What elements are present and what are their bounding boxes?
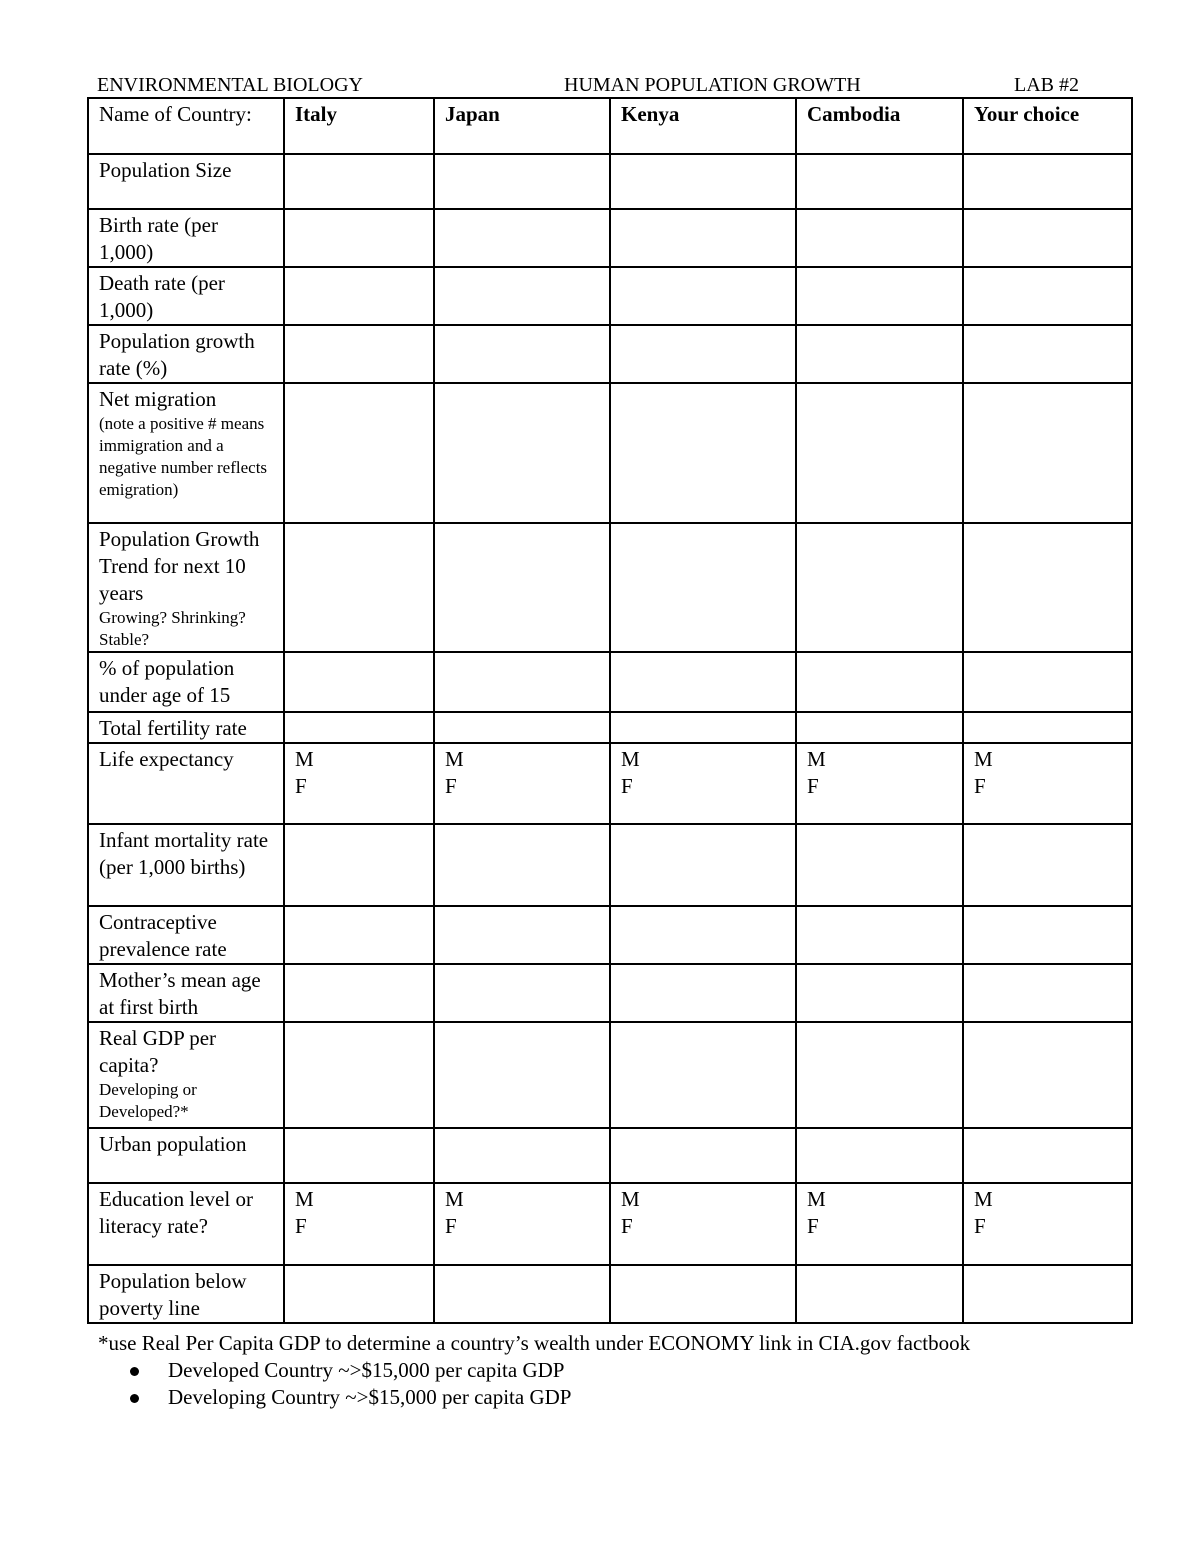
country-header: Italy: [284, 98, 434, 154]
female-label: F: [974, 774, 986, 798]
answer-cell[interactable]: [610, 1022, 796, 1128]
answer-cell[interactable]: [796, 1022, 963, 1128]
table-row: [88, 743, 1132, 824]
answer-cell[interactable]: [610, 1265, 796, 1323]
row-note: Growing? Shrinking? Stable?: [99, 608, 246, 649]
list-item: [168, 1384, 1158, 1411]
answer-cell[interactable]: [796, 712, 963, 743]
male-label: M: [295, 1187, 314, 1211]
row-label-text: Net migration: [99, 387, 217, 411]
row-label: Life expectancy: [88, 743, 284, 824]
male-label: M: [974, 747, 993, 771]
answer-cell[interactable]: [796, 652, 963, 712]
answer-cell[interactable]: [963, 1265, 1132, 1323]
row-note: Developing or Developed?*: [99, 1080, 197, 1121]
answer-cell[interactable]: [284, 154, 434, 209]
lab-number: LAB #2: [1014, 74, 1079, 96]
answer-cell[interactable]: [963, 906, 1132, 964]
country-header: Japan: [434, 98, 610, 154]
answer-cell[interactable]: [284, 743, 434, 824]
male-label: M: [621, 1187, 640, 1211]
answer-cell[interactable]: [963, 712, 1132, 743]
answer-cell[interactable]: [434, 267, 610, 325]
answer-cell[interactable]: [434, 1128, 610, 1183]
answer-cell[interactable]: [284, 1265, 434, 1323]
footnote: *use Real Per Capita GDP to determine a country’s wealth under ECONOMY link in CIA.gov factbook: [98, 1331, 971, 1355]
answer-cell[interactable]: [963, 1022, 1132, 1128]
table-row: [88, 325, 1132, 383]
female-label: F: [445, 1214, 457, 1238]
table-row: [88, 906, 1132, 964]
bullet-list: [98, 1357, 1158, 1411]
table-row: [88, 154, 1132, 209]
answer-cell[interactable]: [963, 325, 1132, 383]
female-label: F: [621, 1214, 633, 1238]
answer-cell[interactable]: [284, 523, 434, 652]
row-label: Mother’s mean age at first birth: [88, 964, 284, 1022]
bullet-dot: [130, 1394, 139, 1403]
answer-cell[interactable]: [284, 209, 434, 267]
female-label: F: [807, 774, 819, 798]
row-label-text: Population Growth Trend for next 10 years: [99, 527, 260, 605]
answer-cell[interactable]: [610, 1183, 796, 1265]
answer-cell[interactable]: [610, 824, 796, 906]
bullet-text: Developing Country ~>$15,000 per capita GDP: [168, 1385, 572, 1409]
row-label: Total fertility rate: [88, 712, 284, 743]
table-row: [88, 964, 1132, 1022]
list-item: [168, 1357, 1158, 1384]
answer-cell[interactable]: [610, 906, 796, 964]
row-label: Population growth rate (%): [88, 325, 284, 383]
answer-cell[interactable]: [284, 964, 434, 1022]
table-row: [88, 824, 1132, 906]
table-row: [88, 1128, 1132, 1183]
answer-cell[interactable]: [796, 1128, 963, 1183]
answer-cell[interactable]: [963, 964, 1132, 1022]
answer-cell[interactable]: [963, 743, 1132, 824]
answer-cell[interactable]: [963, 523, 1132, 652]
row-label: Infant mortality rate (per 1,000 births): [88, 824, 284, 906]
answer-cell[interactable]: [963, 267, 1132, 325]
answer-cell[interactable]: [284, 267, 434, 325]
answer-cell[interactable]: [610, 154, 796, 209]
female-label: F: [621, 774, 633, 798]
answer-cell[interactable]: [796, 1183, 963, 1265]
female-label: F: [807, 1214, 819, 1238]
bullet-dot: [130, 1367, 139, 1376]
answer-cell[interactable]: [963, 154, 1132, 209]
answer-cell[interactable]: [796, 154, 963, 209]
table-row: [88, 1183, 1132, 1265]
answer-cell[interactable]: [284, 1022, 434, 1128]
male-label: M: [621, 747, 640, 771]
row-label: Death rate (per 1,000): [88, 267, 284, 325]
answer-cell[interactable]: [284, 325, 434, 383]
answer-cell[interactable]: [434, 652, 610, 712]
answer-cell[interactable]: [796, 824, 963, 906]
table-header-row: [88, 98, 1132, 154]
row-label: Education level or literacy rate?: [88, 1183, 284, 1265]
answer-cell[interactable]: [610, 712, 796, 743]
table-row: [88, 383, 1132, 523]
answer-cell[interactable]: [963, 1183, 1132, 1265]
row-label-text: Real GDP per capita?: [99, 1026, 217, 1077]
female-label: F: [974, 1214, 986, 1238]
male-label: M: [807, 1187, 826, 1211]
male-label: M: [445, 747, 464, 771]
male-label: M: [807, 747, 826, 771]
answer-cell[interactable]: [434, 1183, 610, 1265]
answer-cell[interactable]: [796, 964, 963, 1022]
row-label: [88, 523, 284, 652]
answer-cell[interactable]: [796, 209, 963, 267]
row-label: Contraceptive prevalence rate: [88, 906, 284, 964]
male-label: M: [295, 747, 314, 771]
answer-cell[interactable]: [963, 209, 1132, 267]
male-label: M: [974, 1187, 993, 1211]
country-header: Cambodia: [796, 98, 963, 154]
answer-cell[interactable]: [434, 1265, 610, 1323]
answer-cell[interactable]: [796, 906, 963, 964]
answer-cell[interactable]: [963, 1128, 1132, 1183]
answer-cell[interactable]: [610, 383, 796, 523]
answer-cell[interactable]: [610, 652, 796, 712]
answer-cell[interactable]: [610, 325, 796, 383]
answer-cell[interactable]: [610, 267, 796, 325]
answer-cell[interactable]: [434, 523, 610, 652]
worksheet-table: [87, 97, 1133, 1324]
table-row: [88, 523, 1132, 652]
answer-cell[interactable]: [434, 325, 610, 383]
answer-cell[interactable]: [284, 383, 434, 523]
country-header: Your choice: [963, 98, 1132, 154]
answer-cell[interactable]: [963, 652, 1132, 712]
female-label: F: [295, 774, 307, 798]
row-label: [88, 383, 284, 523]
answer-cell[interactable]: [610, 523, 796, 652]
table-row: [88, 209, 1132, 267]
answer-cell[interactable]: [796, 1265, 963, 1323]
answer-cell[interactable]: [434, 906, 610, 964]
answer-cell[interactable]: [963, 383, 1132, 523]
male-label: M: [445, 1187, 464, 1211]
answer-cell[interactable]: [610, 209, 796, 267]
answer-cell[interactable]: [284, 906, 434, 964]
answer-cell[interactable]: [284, 712, 434, 743]
answer-cell[interactable]: [610, 743, 796, 824]
answer-cell[interactable]: [434, 383, 610, 523]
bullet-text: Developed Country ~>$15,000 per capita GDP: [168, 1358, 565, 1382]
table-row: [88, 1022, 1132, 1128]
female-label: F: [295, 1214, 307, 1238]
answer-cell[interactable]: [434, 1022, 610, 1128]
table-row: [88, 712, 1132, 743]
answer-cell[interactable]: [434, 712, 610, 743]
answer-cell[interactable]: [796, 383, 963, 523]
corner-label: Name of Country:: [88, 98, 284, 154]
row-label: Population Size: [88, 154, 284, 209]
table-row: [88, 652, 1132, 712]
answer-cell[interactable]: [796, 523, 963, 652]
answer-cell[interactable]: [434, 743, 610, 824]
row-label: [88, 1022, 284, 1128]
answer-cell[interactable]: [796, 325, 963, 383]
country-header: Kenya: [610, 98, 796, 154]
answer-cell[interactable]: [434, 154, 610, 209]
answer-cell[interactable]: [610, 1128, 796, 1183]
answer-cell[interactable]: [284, 1183, 434, 1265]
course-title: ENVIRONMENTAL BIOLOGY: [97, 74, 363, 96]
row-label: Urban population: [88, 1128, 284, 1183]
answer-cell[interactable]: [796, 267, 963, 325]
row-note: (note a positive # means immigration and a negative number reflects emigration): [99, 414, 268, 499]
answer-cell[interactable]: [284, 652, 434, 712]
row-label: Population below poverty line: [88, 1265, 284, 1323]
lab-title: HUMAN POPULATION GROWTH: [564, 74, 861, 96]
answer-cell[interactable]: [434, 964, 610, 1022]
row-label: % of population under age of 15: [88, 652, 284, 712]
answer-cell[interactable]: [284, 1128, 434, 1183]
answer-cell[interactable]: [434, 824, 610, 906]
table-row: [88, 267, 1132, 325]
answer-cell[interactable]: [963, 824, 1132, 906]
answer-cell[interactable]: [434, 209, 610, 267]
table-row: [88, 1265, 1132, 1323]
answer-cell[interactable]: [610, 964, 796, 1022]
row-label: Birth rate (per 1,000): [88, 209, 284, 267]
female-label: F: [445, 774, 457, 798]
answer-cell[interactable]: [796, 743, 963, 824]
footer-notes: [98, 1330, 1158, 1411]
document-header: [97, 72, 1097, 98]
answer-cell[interactable]: [284, 824, 434, 906]
